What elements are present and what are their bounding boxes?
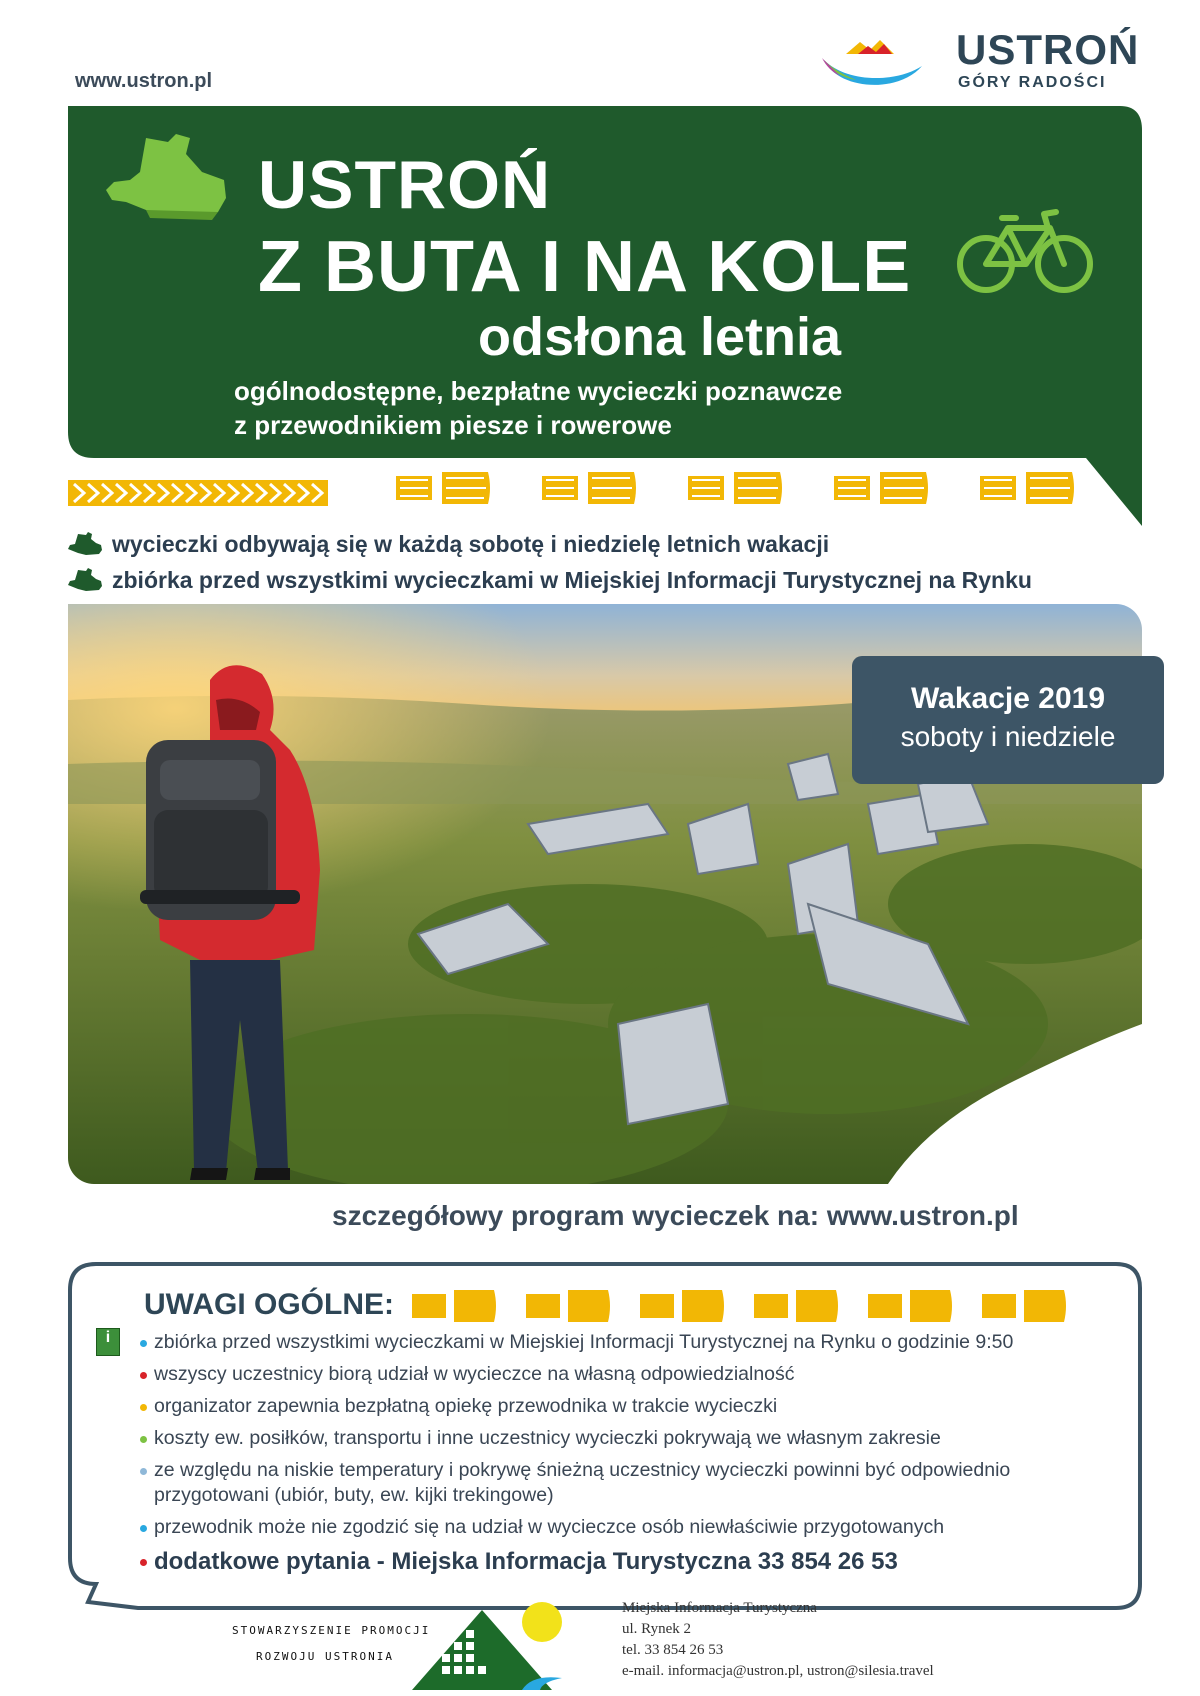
site-url[interactable]: www.ustron.pl (75, 70, 213, 92)
notes-footprints (412, 1286, 1072, 1326)
note-text: przewodnik może nie zgodzić się na udział w wycieczce osób niewłaściwie przygotowanych (154, 1516, 945, 1538)
contact-address: ul. Rynek 2 (622, 1621, 691, 1637)
logo-subtitle: GÓRY RADOŚCI (958, 74, 1107, 91)
subtitle-line-1: ogólnodostępne, bezpłatne wycieczki poznawcze (234, 376, 843, 406)
contact-email[interactable]: e-mail. informacja@ustron.pl, ustron@silesia.travel (622, 1663, 934, 1679)
note-dot (140, 1559, 147, 1566)
note-dot (140, 1340, 147, 1347)
organizer-line-2: ROZWOJU USTRONIA (256, 1650, 394, 1663)
note-item (140, 1394, 1100, 1419)
dates-box (852, 656, 1164, 784)
footprint-icon (538, 468, 638, 508)
footprint-icon (684, 468, 784, 508)
note-text: wszyscy uczestnicy biorą udział w wycieczce na własną odpowiedzialność (154, 1363, 795, 1385)
hiking-boot-icon (106, 132, 228, 222)
note-text: ze względu na niskie temperatury i pokrywę śnieżną uczestnicy wycieczki powinni być odpowiednio przygotowani (ubiór, buty, ew. kijki trekingowe) (154, 1459, 1011, 1506)
title-line-1: USTROŃ (258, 147, 552, 223)
contact-name: Miejska Informacja Turystyczna (622, 1600, 817, 1616)
notes-title: UWAGI OGÓLNE: (144, 1288, 394, 1321)
note-item (140, 1362, 1100, 1387)
note-item (140, 1330, 1100, 1355)
bullet-item (68, 526, 1032, 562)
info-bullets (68, 526, 1032, 598)
organizer-line-1: STOWARZYSZENIE PROMOCJI (232, 1624, 431, 1637)
hiker-figure (130, 660, 350, 1180)
footprints-row (68, 468, 968, 518)
note-text: organizator zapewnia bezpłatną opiekę przewodnika w trakcie wycieczki (154, 1395, 778, 1417)
note-dot (140, 1525, 147, 1532)
note-dot (140, 1436, 147, 1443)
logo-mountains-icon (818, 32, 928, 92)
note-text: koszty ew. posiłków, transportu i inne uczestnicy wycieczki pokrywają we własnym zakresie (154, 1427, 941, 1449)
dates-title: Wakacje 2019 (910, 682, 1106, 715)
logo-title: USTROŃ (956, 26, 1140, 73)
general-notes-box (68, 1262, 1142, 1610)
bullet-item (68, 562, 1032, 598)
note-text: dodatkowe pytania - Miejska Informacja Turystyczna 33 854 26 53 (154, 1548, 898, 1575)
title-line-2: Z BUTA I NA KOLE (258, 227, 912, 307)
program-link-text[interactable]: szczegółowy program wycieczek na: www.ustron.pl (332, 1200, 1019, 1231)
tourist-info-icon: i (96, 1328, 120, 1356)
contact-info (622, 1598, 934, 1682)
note-text: zbiórka przed wszystkimi wycieczkami w Miejskiej Informacji Turystycznej na Rynku o godzinie 9:50 (154, 1331, 1014, 1353)
note-item (140, 1515, 1100, 1540)
note-item (140, 1458, 1100, 1508)
subtitle-line-2: z przewodnikiem piesze i rowerowe (234, 410, 672, 440)
note-item (140, 1426, 1100, 1451)
notes-list (140, 1330, 1100, 1584)
note-dot (140, 1404, 147, 1411)
contact-phone: tel. 33 854 26 53 (622, 1642, 724, 1658)
dates-subtitle: soboty i niedziele (900, 721, 1116, 752)
footprint-icon (392, 468, 492, 508)
note-item-contact (140, 1547, 1100, 1577)
footprint-icon (830, 468, 930, 508)
footprint-icon (976, 468, 1076, 508)
bicycle-icon (956, 206, 1094, 294)
banner-subtitle (234, 374, 842, 442)
boot-bullet-icon (68, 568, 102, 592)
ustron-logo (818, 18, 1178, 94)
bullet-text: zbiórka przed wszystkimi wycieczkami w Miejskiej Informacji Turystycznej na Rynku (112, 566, 1032, 593)
tire-track-icon (68, 480, 328, 506)
organizer-logo (232, 1594, 592, 1694)
title-line-3: odsłona letnia (478, 307, 842, 367)
boot-bullet-icon (68, 532, 102, 556)
note-dot (140, 1372, 147, 1379)
note-dot (140, 1468, 147, 1475)
bullet-text: wycieczki odbywają się w każdą sobotę i niedzielę letnich wakacji (112, 530, 830, 557)
organizer-mark-icon (412, 1594, 582, 1694)
title-banner (68, 106, 1142, 526)
